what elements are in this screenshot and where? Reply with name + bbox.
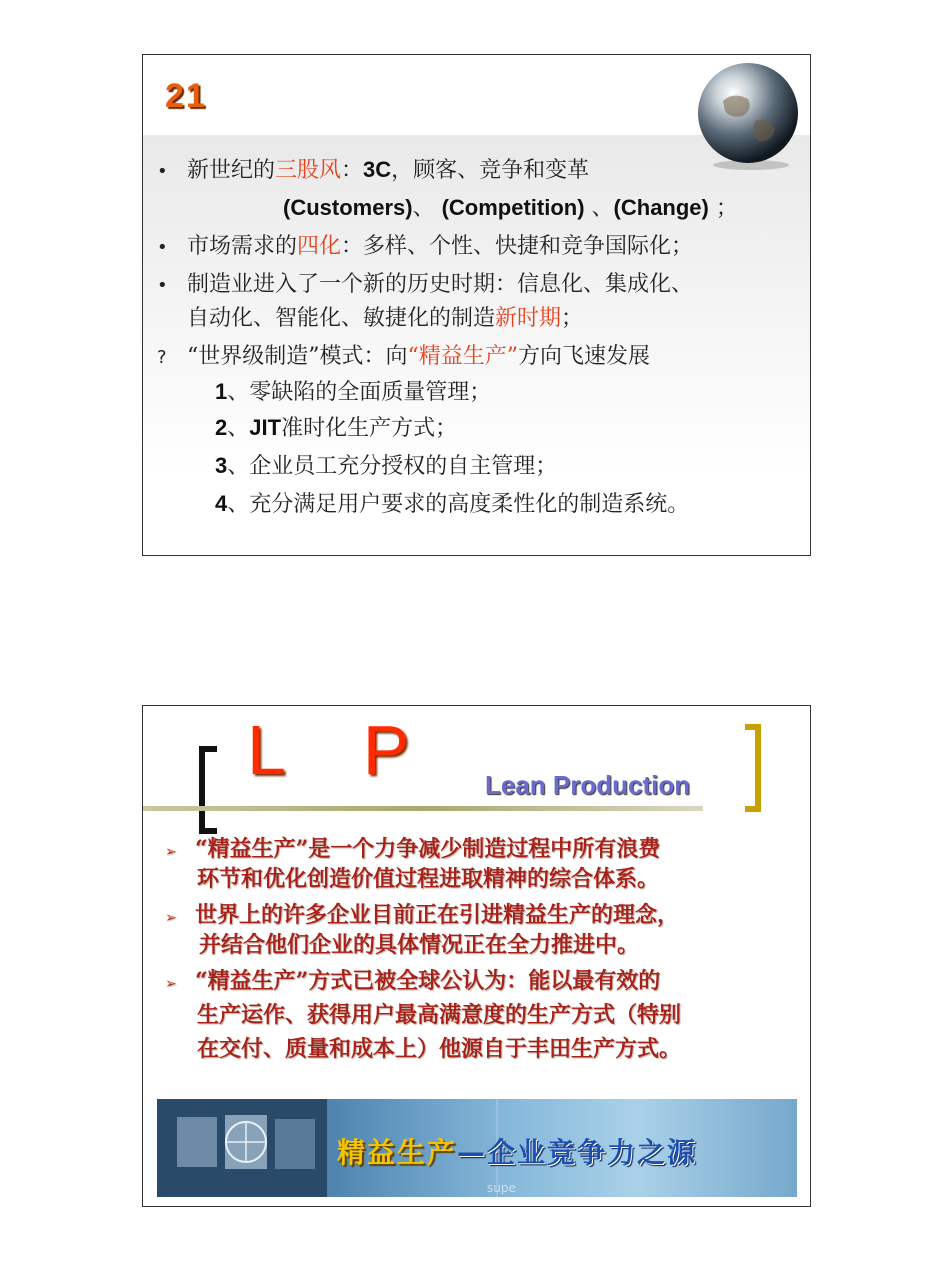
text-run: 市场需求的 <box>187 234 298 259</box>
arrow-bullet-icon: ➢ <box>165 976 177 992</box>
text-run: 新时期 <box>495 306 562 331</box>
slide-2-line <box>165 898 679 929</box>
slide-1-line <box>215 411 457 442</box>
line-text: 环节和优化创造价值过程进取精神的综合体系。 <box>197 866 660 892</box>
text-run: ： <box>341 158 364 183</box>
text-run: “精益生产” <box>407 344 518 369</box>
slide-2-line <box>197 862 659 893</box>
banner-title <box>337 1131 697 1171</box>
slide-2-line <box>199 928 639 959</box>
slide-2-line <box>197 998 681 1029</box>
slide-1-line <box>157 339 650 370</box>
banner-title-yellow: 精益生产 <box>337 1136 458 1169</box>
line-text: “精益生产”方式已被全球公认为：能以最有效的 <box>195 968 661 994</box>
text-run: 新世纪的 <box>187 158 276 183</box>
banner-faint-text: supe <box>487 1181 516 1195</box>
bullet-icon: ? <box>157 347 167 368</box>
banner <box>157 1099 797 1197</box>
text-run: JIT <box>249 415 282 440</box>
slide-1-line <box>157 153 589 184</box>
text-run: 自动化、智能化、敏捷化的制造 <box>187 306 496 331</box>
text-run: 2 <box>215 415 228 440</box>
slide-2-line <box>165 964 660 995</box>
text-run: 制造业进入了一个新的历史时期：信息化、集成化、 <box>187 272 694 297</box>
divider <box>143 806 703 811</box>
text-run: “世界级制造”模式：向 <box>187 344 408 369</box>
text-run: 三股风 <box>275 158 342 183</box>
arrow-bullet-icon: ➢ <box>165 910 177 926</box>
text-run: ：多样、个性、快捷和竞争国际化； <box>341 234 694 259</box>
slide-1 <box>142 54 811 556</box>
line-text: 并结合他们企业的具体情况正在全力推进中。 <box>199 932 640 958</box>
bullet-icon: • <box>157 237 168 258</box>
text-run: 准时化生产方式； <box>281 416 458 441</box>
text-run: 方向飞速发展 <box>518 344 651 369</box>
slide-1-line <box>215 449 557 480</box>
slide-1-line <box>157 229 693 260</box>
globe-icon <box>693 61 803 171</box>
slide-1-line <box>187 301 583 332</box>
bullet-icon: • <box>157 275 168 296</box>
slide-title: L P <box>247 711 440 789</box>
text-run: 、企业员工充分授权的自主管理； <box>227 454 558 479</box>
text-run: 、 <box>412 196 442 221</box>
line-text: “精益生产”是一个力争减少制造过程中所有浪费 <box>195 836 661 862</box>
slide-1-line <box>157 267 693 298</box>
text-run: ； <box>708 196 738 221</box>
slide-1-line <box>215 487 689 518</box>
slide-1-line <box>215 375 491 406</box>
text-run: 1 <box>215 379 228 404</box>
slide-2 <box>142 705 811 1207</box>
text-run: ，顾客、竞争和变革 <box>391 158 590 183</box>
slide-subtitle: Lean Production <box>485 770 691 800</box>
text-run: (Change) <box>613 195 709 220</box>
text-run: (Competition) <box>441 195 585 220</box>
slide-2-line <box>165 832 660 863</box>
text-run: 4 <box>215 491 228 516</box>
line-text: 世界上的许多企业目前正在引进精益生产的理念， <box>195 902 680 928</box>
slide-number: 21 <box>165 77 207 115</box>
text-run: 3C <box>363 157 392 182</box>
text-run: 3 <box>215 453 228 478</box>
left-bracket <box>199 746 217 834</box>
line-text: 在交付、质量和成本上）他源自于丰田生产方式。 <box>197 1036 682 1062</box>
text-run: 、 <box>227 416 250 441</box>
bullet-icon: • <box>157 161 168 182</box>
right-bracket <box>745 724 761 812</box>
text-run: 四化 <box>297 234 342 259</box>
banner-title-blue: —企业竞争力之源 <box>457 1136 698 1169</box>
slide-1-line <box>283 191 738 222</box>
text-run: (Customers) <box>283 195 413 220</box>
text-run: 、零缺陷的全面质量管理； <box>227 380 492 405</box>
text-run: ； <box>561 306 584 331</box>
line-text: 生产运作、获得用户最高满意度的生产方式（特别 <box>197 1002 682 1028</box>
arrow-bullet-icon: ➢ <box>165 844 177 860</box>
text-run: 、充分满足用户要求的高度柔性化的制造系统。 <box>227 492 690 517</box>
slide-2-line <box>197 1032 681 1063</box>
text-run: 、 <box>584 196 614 221</box>
